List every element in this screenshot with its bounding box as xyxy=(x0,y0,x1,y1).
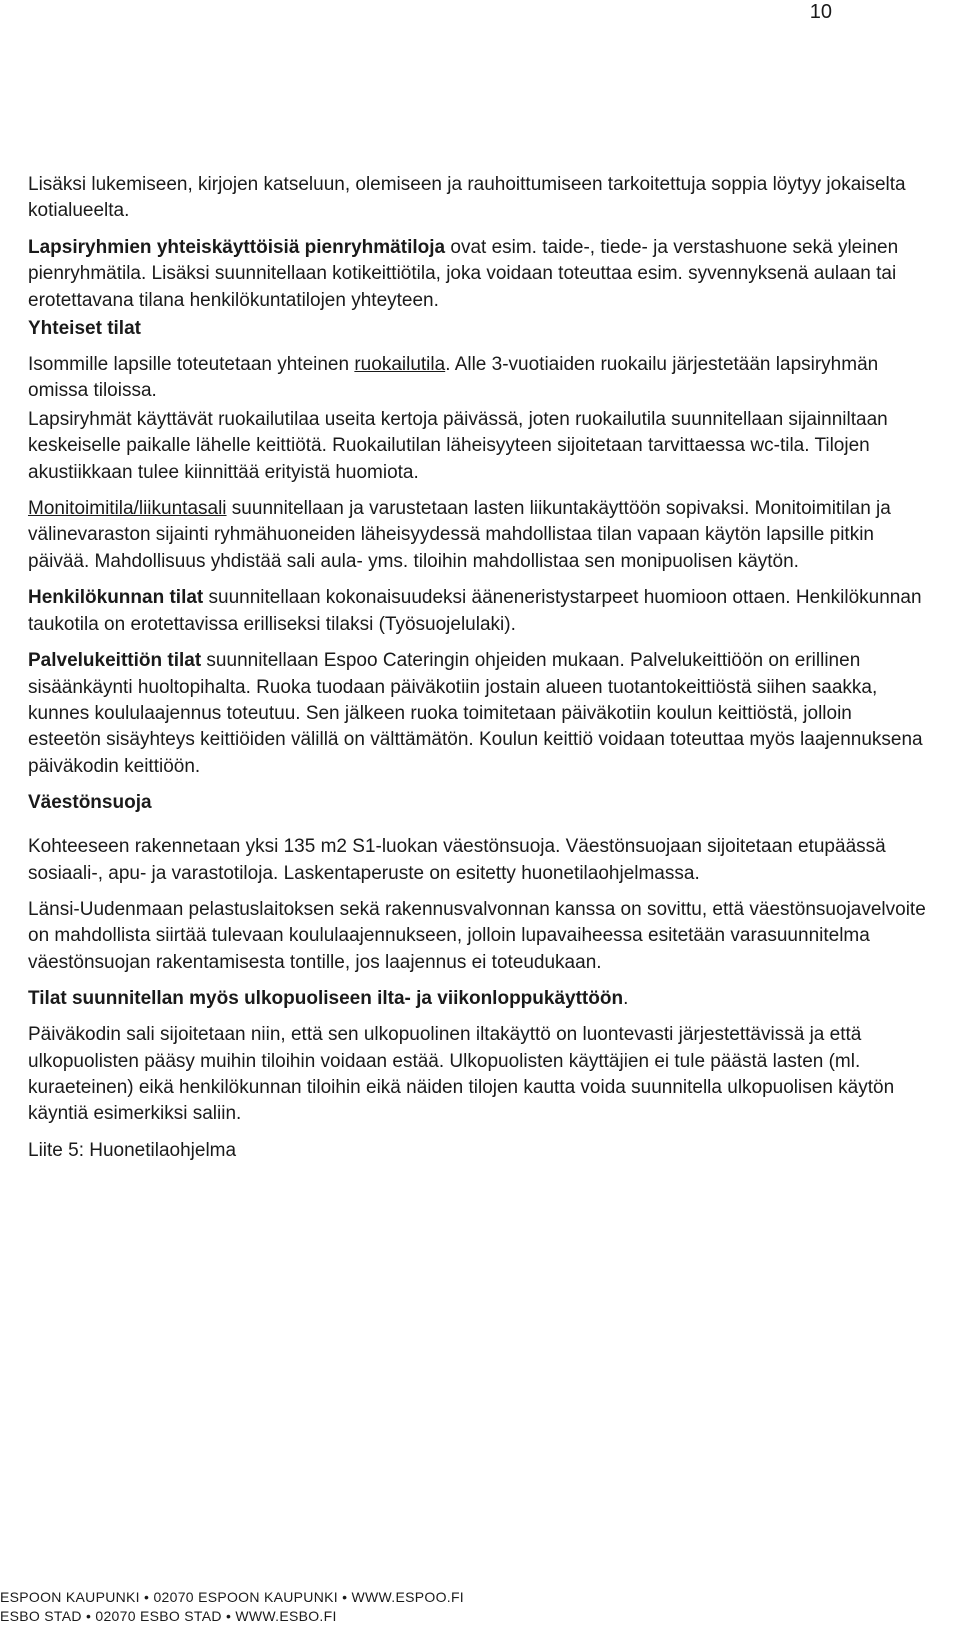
heading-text: Tilat suunnitellan myös ulkopuoliseen ilta- ja viikonloppukäyttöön xyxy=(28,988,624,1010)
paragraph-text: Isommille lapsille toteutetaan yhteinen xyxy=(28,354,355,376)
page-number: 10 xyxy=(809,1,832,23)
paragraph-text: . Alle 3-vuotiaiden ruokailu järjestetään lapsiryhmän omissa tiloissa. xyxy=(28,354,879,402)
term-service-kitchen: Palvelukeittiön tilat xyxy=(28,650,202,672)
paragraph-dining-space xyxy=(28,352,928,405)
term-staff-spaces: Henkilökunnan tilat xyxy=(28,587,204,609)
paragraph-staff-spaces xyxy=(28,585,928,638)
paragraph-hall-evening-use: Päiväkodin sali sijoitetaan niin, että sen ulkopuolinen iltakäyttö on luontevasti järjestettävissä ja että ulkopuolisten pääsy muihin tiloihin voidaan estää. Ulkopuolisten käyttäjien ei tule päästä lasten (ml. kuraeteinen) eikä henkilökunnan tiloihin eikä näiden tilojen kautta voida suunnitella ulkopuolisen käytön käyntiä esimerkiksi saliin. xyxy=(28,1024,895,1125)
paragraph-multipurpose-hall xyxy=(28,496,928,575)
footer xyxy=(0,1588,464,1626)
term-shared-small-group-spaces: Lapsiryhmien yhteiskäyttöisiä pienryhmätiloja xyxy=(28,236,446,258)
footer-line-swedish: ESBO STAD • 02070 ESBO STAD • WWW.ESBO.FI xyxy=(0,1608,337,1624)
paragraph-text: suunnitellaan ja varustetaan lasten liikuntakäyttöön sopivaksi. Monitoimitilan ja välinevaraston sijainti ryhmähuoneiden läheisyydessä mahdollistaa tilan vapaan käytön lapsille pitkin päivää. Mahdollisuus yhdistää sali aula- yms. tiloihin mahdollistaa sen monipuolisen käytön. xyxy=(28,498,891,572)
heading-civil-defence-shelter: Väestönsuoja xyxy=(28,792,152,814)
paragraph-shared-small-group-spaces xyxy=(28,235,928,314)
paragraph-dining-usage: Lapsiryhmät käyttävät ruokailutilaa useita kertoja päivässä, joten ruokailutila suunnitellaan sijainniltaan keskeiselle paikalle lähelle keittiötä. Ruokailutilan läheisyyteen sijoitetaan tarvittaessa wc-tila. Tilojen akustiikkaan tulee kiinnittää erityistä huomiota. xyxy=(28,408,888,483)
paragraph-text: suunnitellaan Espoo Cateringin ohjeiden mukaan. Palvelukeittiöön on erillinen sisäänkäynti huoltopihalta. Ruoka tuodaan päiväkotiin jostain alueen tuotantokeittiöstä siihen saakka, kunnes koululaajennus toteutuu. Sen jälkeen ruoka toimitetaan päiväkotiin koulun keittiöstä, jolloin esteetön sisäyhteys keittiöiden välillä on välttämätön. Koulun keittiö voidaan toteuttaa myös laajennuksena päiväkodin keittiöön. xyxy=(28,650,923,777)
paragraph-shelter-agreement: Länsi-Uudenmaan pelastuslaitoksen sekä rakennusvalvonnan kanssa on sovittu, että väestönsuojavelvoite on mahdollista siirtää tulevaan koululaajennukseen, jolloin lupavaiheessa esitetään varasuunnitelma väestönsuojan rakentamisesta tontille, jos laajennus ei toteudukaan. xyxy=(28,898,926,973)
term-dining-space: ruokailutila xyxy=(354,354,446,376)
paragraph-shelter-details: Kohteeseen rakennetaan yksi 135 m2 S1-luokan väestönsuoja. Väestönsuojaan sijoitetaan etupäässä sosiaali-, apu- ja varastotiloja. Laskentaperuste on esitetty huonetilaohjelmassa. xyxy=(28,836,886,884)
term-multipurpose-hall: Monitoimitila/liikuntasali xyxy=(28,498,227,520)
heading-period: . xyxy=(623,988,629,1010)
paragraph-text: suunnitellaan kokonaisuudeksi ääneneristystarpeet huomioon ottaen. Henkilökunnan taukotila on erotettavissa erilliseksi tilaksi (Työsuojelulaki). xyxy=(28,587,922,635)
heading-common-spaces: Yhteiset tilat xyxy=(28,318,141,340)
footer-line-finnish: ESPOON KAUPUNKI • 02070 ESPOON KAUPUNKI • WWW.ESPOO.FI xyxy=(0,1589,464,1605)
document-body xyxy=(28,172,928,1174)
paragraph-text: ovat esim. taide-, tiede- ja verstashuone sekä yleinen pienryhmätila. Lisäksi suunnitellaan kotikeittiötila, joka voidaan toteuttaa esim. syvennyksenä aulaan tai erotettavana tilana henkilökuntatilojen yhteyteen. xyxy=(28,236,899,311)
heading-external-use xyxy=(28,986,928,1012)
paragraph-reading-nooks: Lisäksi lukemiseen, kirjojen katseluun, olemiseen ja rauhoittumiseen tarkoitettuja soppia löytyy jokaiselta kotialueelta. xyxy=(28,174,906,222)
paragraph-appendix-reference: Liite 5: Huonetilaohjelma xyxy=(28,1139,237,1161)
paragraph-service-kitchen xyxy=(28,648,928,780)
